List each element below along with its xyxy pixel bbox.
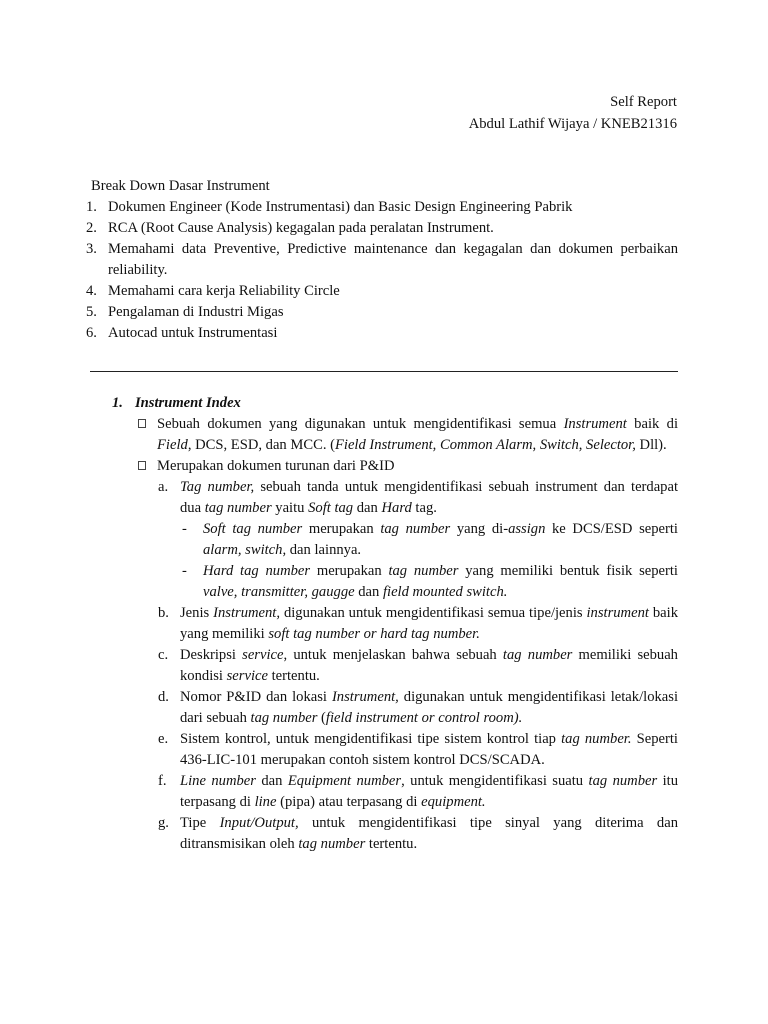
text: Deskripsi [180, 647, 243, 663]
italic-text: Soft tag number [203, 521, 303, 537]
italic-text: Equipment number [287, 773, 402, 789]
item-number: 5. [86, 304, 97, 320]
text: merupakan [310, 563, 389, 579]
text: dan [255, 773, 288, 789]
item-text: Dokumen Engineer (Kode Instrumentasi) dan Basic Design Engineering Pabrik [108, 199, 573, 215]
horizontal-divider [90, 371, 678, 372]
intro-item [86, 281, 678, 302]
text: ( [317, 710, 326, 726]
item-text: RCA (Root Cause Analysis) kegagalan pada peralatan Instrument. [108, 220, 494, 236]
text: yaitu [271, 500, 309, 516]
text: Merupakan dokumen turunan dari P&ID [157, 458, 395, 474]
italic-text: instrument [586, 605, 649, 621]
italic-text: Instrument, [331, 689, 399, 705]
italic-text: tag number [250, 710, 318, 726]
text: digunakan untuk mengidentifikasi letak/lokasi dari sebuah [180, 689, 678, 726]
text: yang di- [450, 521, 509, 537]
italic-text: Hard [381, 500, 412, 516]
item-text: Memahami data Preventive, Predictive maintenance dan kegagalan dan dokumen perbaikan reliability. [108, 241, 678, 278]
italic-text: tag number [380, 521, 451, 537]
italic-text: Instrument [563, 416, 627, 432]
text: itu terpasang di [180, 773, 679, 810]
author-line: Abdul Lathif Wijaya / KNEB21316 [468, 115, 677, 132]
intro-item [86, 239, 678, 281]
text: Jenis [180, 605, 214, 621]
italic-text: Instrument, [213, 605, 281, 621]
intro-item [86, 197, 678, 218]
italic-text: tag number [502, 647, 573, 663]
text: Nomor P&ID dan lokasi [180, 689, 332, 705]
sub-item-e [90, 729, 678, 771]
sub-item-label: a. [158, 479, 169, 495]
sub-item-label: f. [158, 773, 167, 789]
italic-text: line [254, 794, 277, 810]
section-heading [90, 393, 678, 414]
text: memiliki sebuah kondisi [180, 647, 678, 684]
dash-label: - [182, 521, 187, 537]
report-header [469, 92, 677, 135]
dash-item-hard-tag [90, 561, 678, 603]
italic-text: Hard tag number [203, 563, 311, 579]
sub-item-a [90, 477, 678, 519]
italic-text: Soft tag [308, 500, 354, 516]
text: Dll). [635, 437, 667, 453]
square-bullet-icon [138, 461, 146, 470]
bullet-item [90, 456, 678, 477]
item-number: 3. [86, 241, 97, 257]
section-instrument-index [90, 393, 678, 855]
italic-text: assign [508, 521, 546, 537]
item-number: 6. [86, 325, 97, 341]
italic-text: alarm, switch, [203, 542, 287, 558]
text: digunakan untuk mengidentifikasi semua tipe/jenis [280, 605, 587, 621]
text: tertentu. [365, 836, 418, 852]
italic-text: tag number [204, 500, 272, 516]
item-text: Pengalaman di Industri Migas [108, 304, 284, 320]
text: sebuah tanda untuk mengidentifikasi sebuah instrument dan terdapat dua [180, 479, 679, 516]
italic-text: tag number [588, 773, 658, 789]
item-text: Autocad untuk Instrumentasi [108, 325, 278, 341]
sub-item-label: b. [158, 605, 169, 621]
report-title: Self Report [610, 94, 677, 110]
text: tertentu. [267, 668, 320, 684]
italic-text: tag number. [561, 731, 632, 747]
sub-item-label: c. [158, 647, 169, 663]
text: Tipe [180, 815, 220, 831]
bullet-item [90, 414, 678, 456]
text: merupakan [302, 521, 381, 537]
italic-text: service [226, 668, 268, 684]
text: , DCS, ESD, dan MCC. ( [187, 437, 335, 453]
sub-item-f [90, 771, 678, 813]
sub-item-g [90, 813, 678, 855]
dash-label: - [182, 563, 187, 579]
italic-text: equipment. [421, 794, 486, 810]
text: untuk mengidentifikasi tipe sinyal yang diterima dan ditransmisikan oleh [180, 815, 678, 852]
item-number: 1. [86, 199, 97, 215]
intro-section [86, 176, 678, 344]
intro-list [86, 197, 678, 344]
intro-item [86, 218, 678, 239]
sub-item-label: d. [158, 689, 169, 705]
text: dan lainnya. [286, 542, 362, 558]
sub-item-d [90, 687, 678, 729]
text: yang memiliki bentuk fisik seperti [458, 563, 678, 579]
section-number: 1. [112, 395, 123, 411]
text: , untuk mengidentifikasi suatu [401, 773, 589, 789]
text: baik di [626, 416, 679, 432]
sub-item-b [90, 603, 678, 645]
dash-item-soft-tag [90, 519, 678, 561]
sub-item-label: g. [158, 815, 169, 831]
italic-text: valve, transmitter, gaugge [203, 584, 355, 600]
sub-item-label: e. [158, 731, 169, 747]
intro-title: Break Down Dasar Instrument [91, 178, 270, 194]
intro-item [86, 323, 678, 344]
italic-text: field instrument or control room). [325, 710, 523, 726]
italic-text: Line number [180, 773, 256, 789]
sub-item-c [90, 645, 678, 687]
italic-text: Tag number, [180, 479, 255, 495]
text: , untuk menjelaskan bahwa sebuah [283, 647, 503, 663]
text: (pipa) atau terpasang di [276, 794, 422, 810]
item-number: 2. [86, 220, 97, 236]
intro-item [86, 302, 678, 323]
text: Sebuah dokumen yang digunakan untuk mengidentifikasi semua [157, 416, 564, 432]
item-number: 4. [86, 283, 97, 299]
italic-text: soft tag number or hard tag number. [268, 626, 480, 642]
text: dan [353, 500, 382, 516]
text: ke DCS/ESD seperti [545, 521, 678, 537]
text: Seperti 436-LIC-101 merupakan contoh sistem kontrol DCS/SCADA. [180, 731, 678, 768]
italic-text: Field [157, 437, 188, 453]
italic-text: field mounted switch. [382, 584, 508, 600]
italic-text: service [242, 647, 284, 663]
italic-text: tag number [298, 836, 366, 852]
italic-text: tag number [388, 563, 459, 579]
italic-text: Input/Output, [219, 815, 299, 831]
text: Sistem kontrol, untuk mengidentifikasi tipe sistem kontrol tiap [180, 731, 562, 747]
text: dan [354, 584, 383, 600]
text: baik yang memiliki [180, 605, 678, 642]
text: tag. [411, 500, 437, 516]
italic-text: Field Instrument, Common Alarm, Switch, Selector, [334, 437, 636, 453]
square-bullet-icon [138, 419, 146, 428]
item-text: Memahami cara kerja Reliability Circle [108, 283, 340, 299]
section-title: Instrument Index [135, 395, 241, 411]
